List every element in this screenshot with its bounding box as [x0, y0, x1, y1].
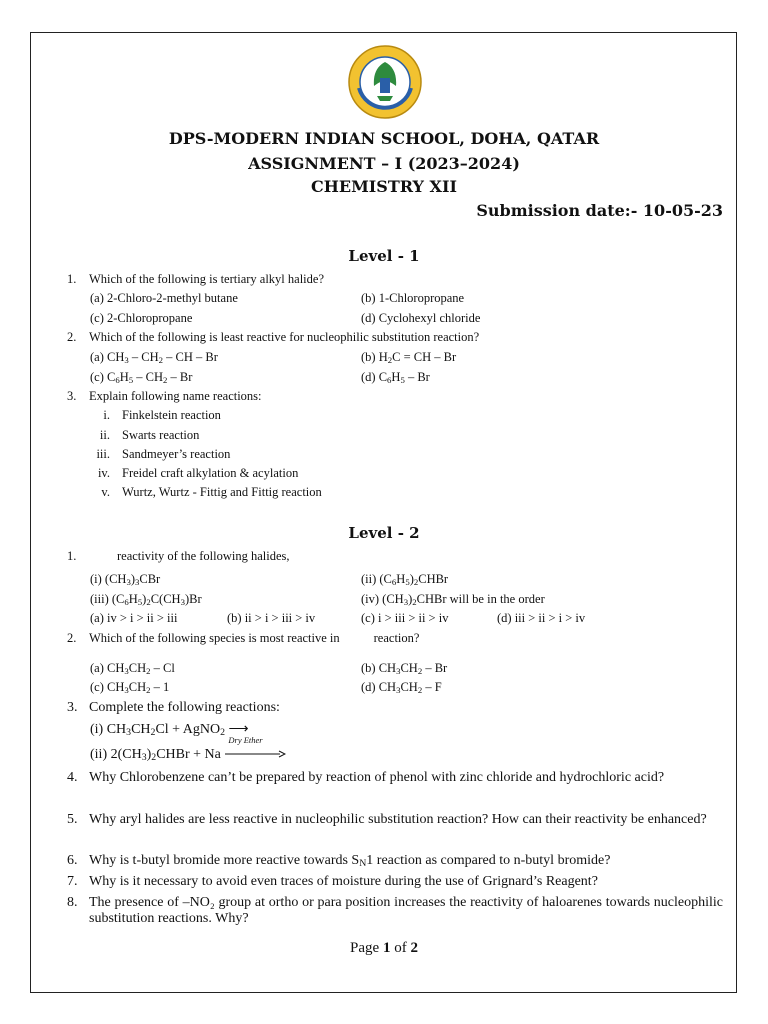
- school-logo: [347, 44, 423, 120]
- l2-q1-halide-i: (i) $(CH_3)_3CBr$: [90, 572, 161, 587]
- question-text: Explain following name reactions:: [89, 389, 262, 403]
- l1-q3-item-5: v. Wurtz, Wurtz - Fittig and Fittig reaction: [101, 485, 322, 499]
- question-text: Why is it necessary to avoid even traces of moisture during the use of Grignard’s Reagent?: [89, 874, 598, 889]
- subscript: N: [359, 858, 367, 869]
- school-name: DPS-MODERN INDIAN SCHOOL, DOHA, QATAR: [168, 129, 600, 148]
- l2-q2-option-c: (c) $CH_3CH_2 - 1$: [90, 680, 170, 695]
- l1-q3-item-2: ii. Swarts reaction: [99, 428, 200, 442]
- school-logo-svg: [347, 44, 423, 120]
- assignment-title: ASSIGNMENT – I (2023–2024): [248, 154, 520, 173]
- question-text: Why is t-butyl bromide more reactive towards S: [89, 853, 360, 868]
- l2-q1-halide-iii: (iii) $(C_6H_5)_2C(CH_3)Br$: [90, 592, 202, 607]
- l2-question-3: [67, 700, 280, 716]
- question-text: Complete the following reactions:: [89, 700, 280, 715]
- arrow-icon: [224, 750, 286, 758]
- question-text: Which of the following species is most reactive in: [89, 631, 340, 645]
- question-number: 8.: [67, 895, 78, 910]
- question-text: The presence of –NO₂ group at ortho or para position increases the reactivity of haloarenes towards nucleophilic substitution reactions. Why?: [89, 895, 723, 926]
- question-number: 5.: [67, 812, 78, 827]
- l2-question-6: [67, 853, 610, 869]
- subject-title: CHEMISTRY XII: [311, 177, 457, 196]
- question-number: 3.: [67, 700, 78, 715]
- l1-q3-item-1: i. Finkelstein reaction: [103, 408, 221, 422]
- l2-q3-reaction-2: (ii) $2(CH_3)_2CHBr + Na$ Dry Ether: [90, 747, 286, 763]
- l1-q2-option-d: (d) $C_6H_5$ – Br: [361, 370, 430, 385]
- question-number: 7.: [67, 874, 78, 889]
- question-number: 2.: [67, 330, 77, 344]
- l1-q2-option-b: (b) $H_2C$ = CH – Br: [361, 350, 457, 365]
- l1-q1-option-b: (b) 1-Chloropropane: [361, 291, 465, 305]
- question-number: 1.: [67, 549, 77, 563]
- level-1-heading: Level - 1: [348, 247, 420, 265]
- l1-question-2: [67, 330, 479, 345]
- question-number: 6.: [67, 853, 78, 868]
- l2-question-1: [67, 549, 290, 564]
- l1-q2-option-c: (c) $C_6H_5 - CH_2$ – Br: [90, 370, 193, 385]
- l1-q3-item-4: iv. Freidel craft alkylation & acylation: [97, 466, 299, 480]
- question-number: 2.: [67, 631, 77, 645]
- question-text: Which of the following is tertiary alkyl halide?: [89, 272, 324, 286]
- page-number: Page 1 of 2: [350, 940, 418, 956]
- reaction-arrow-label: Dry Ether: [228, 735, 263, 745]
- reaction-arrow: [224, 735, 286, 763]
- question-text: reactivity of the following halides,: [117, 549, 290, 563]
- l2-q1-halide-ii: (ii) $(C_6H_5)_2CHBr$: [361, 572, 449, 587]
- l2-q1-option-c: (c) i > iii > ii > iv: [361, 611, 449, 625]
- question-text-end: 1 reaction as compared to n-butyl bromide?: [366, 853, 611, 868]
- l2-question-7: [67, 874, 598, 890]
- l2-question-4: [67, 770, 723, 786]
- l2-question-8: [67, 895, 723, 927]
- l2-q1-option-a: (a) iv > i > ii > iii: [90, 611, 178, 625]
- l2-q1-option-d: (d) iii > ii > i > iv: [497, 611, 586, 625]
- l1-q1-option-c: (c) 2-Chloropropane: [90, 311, 193, 325]
- l2-q2-option-a: (a) $CH_3CH_2$ – Cl: [90, 661, 175, 676]
- question-text: Why Chlorobenzene can’t be prepared by reaction of phenol with zinc chloride and hydrochloric acid?: [89, 770, 665, 785]
- question-number: 1.: [67, 272, 77, 286]
- l1-question-3: [67, 389, 262, 404]
- question-number: 4.: [67, 770, 78, 785]
- l1-q3-item-3: iii. Sandmeyer’s reaction: [96, 447, 231, 461]
- l2-q2-option-b: (b) $CH_3CH_2$ – Br: [361, 661, 448, 676]
- l2-question-5: [67, 812, 723, 828]
- question-text-end: reaction?: [373, 631, 420, 645]
- l2-q1-halide-iv: (iv) $(CH_3)_2CHBr$ will be in the order: [361, 592, 545, 607]
- l2-q2-option-d: (d) $CH_3CH_2$ – F: [361, 680, 442, 695]
- l2-question-2: [67, 631, 419, 646]
- l2-q1-option-b: (b) ii > i > iii > iv: [227, 611, 316, 625]
- l2-q3-reaction-1: (i) $CH_3CH_2Cl$ + AgNO$_2$ ⟶: [90, 722, 249, 738]
- question-text: Which of the following is least reactive for nucleophilic substitution reaction?: [89, 330, 480, 344]
- l1-q1-option-d: (d) Cyclohexyl chloride: [361, 311, 481, 325]
- l1-q1-option-a: (a) 2-Chloro-2-methyl butane: [90, 291, 238, 305]
- question-number: 3.: [67, 389, 77, 403]
- l1-question-1: [67, 272, 324, 287]
- l1-q2-option-a: (a) $CH_3 - CH_2$ – CH – Br: [90, 350, 218, 365]
- question-text: Why aryl halides are less reactive in nucleophilic substitution reaction? How can their reactivity be enhanced?: [89, 812, 707, 827]
- submission-date: Submission date:- 10-05-23: [476, 201, 723, 220]
- level-2-heading: Level - 2: [348, 524, 420, 542]
